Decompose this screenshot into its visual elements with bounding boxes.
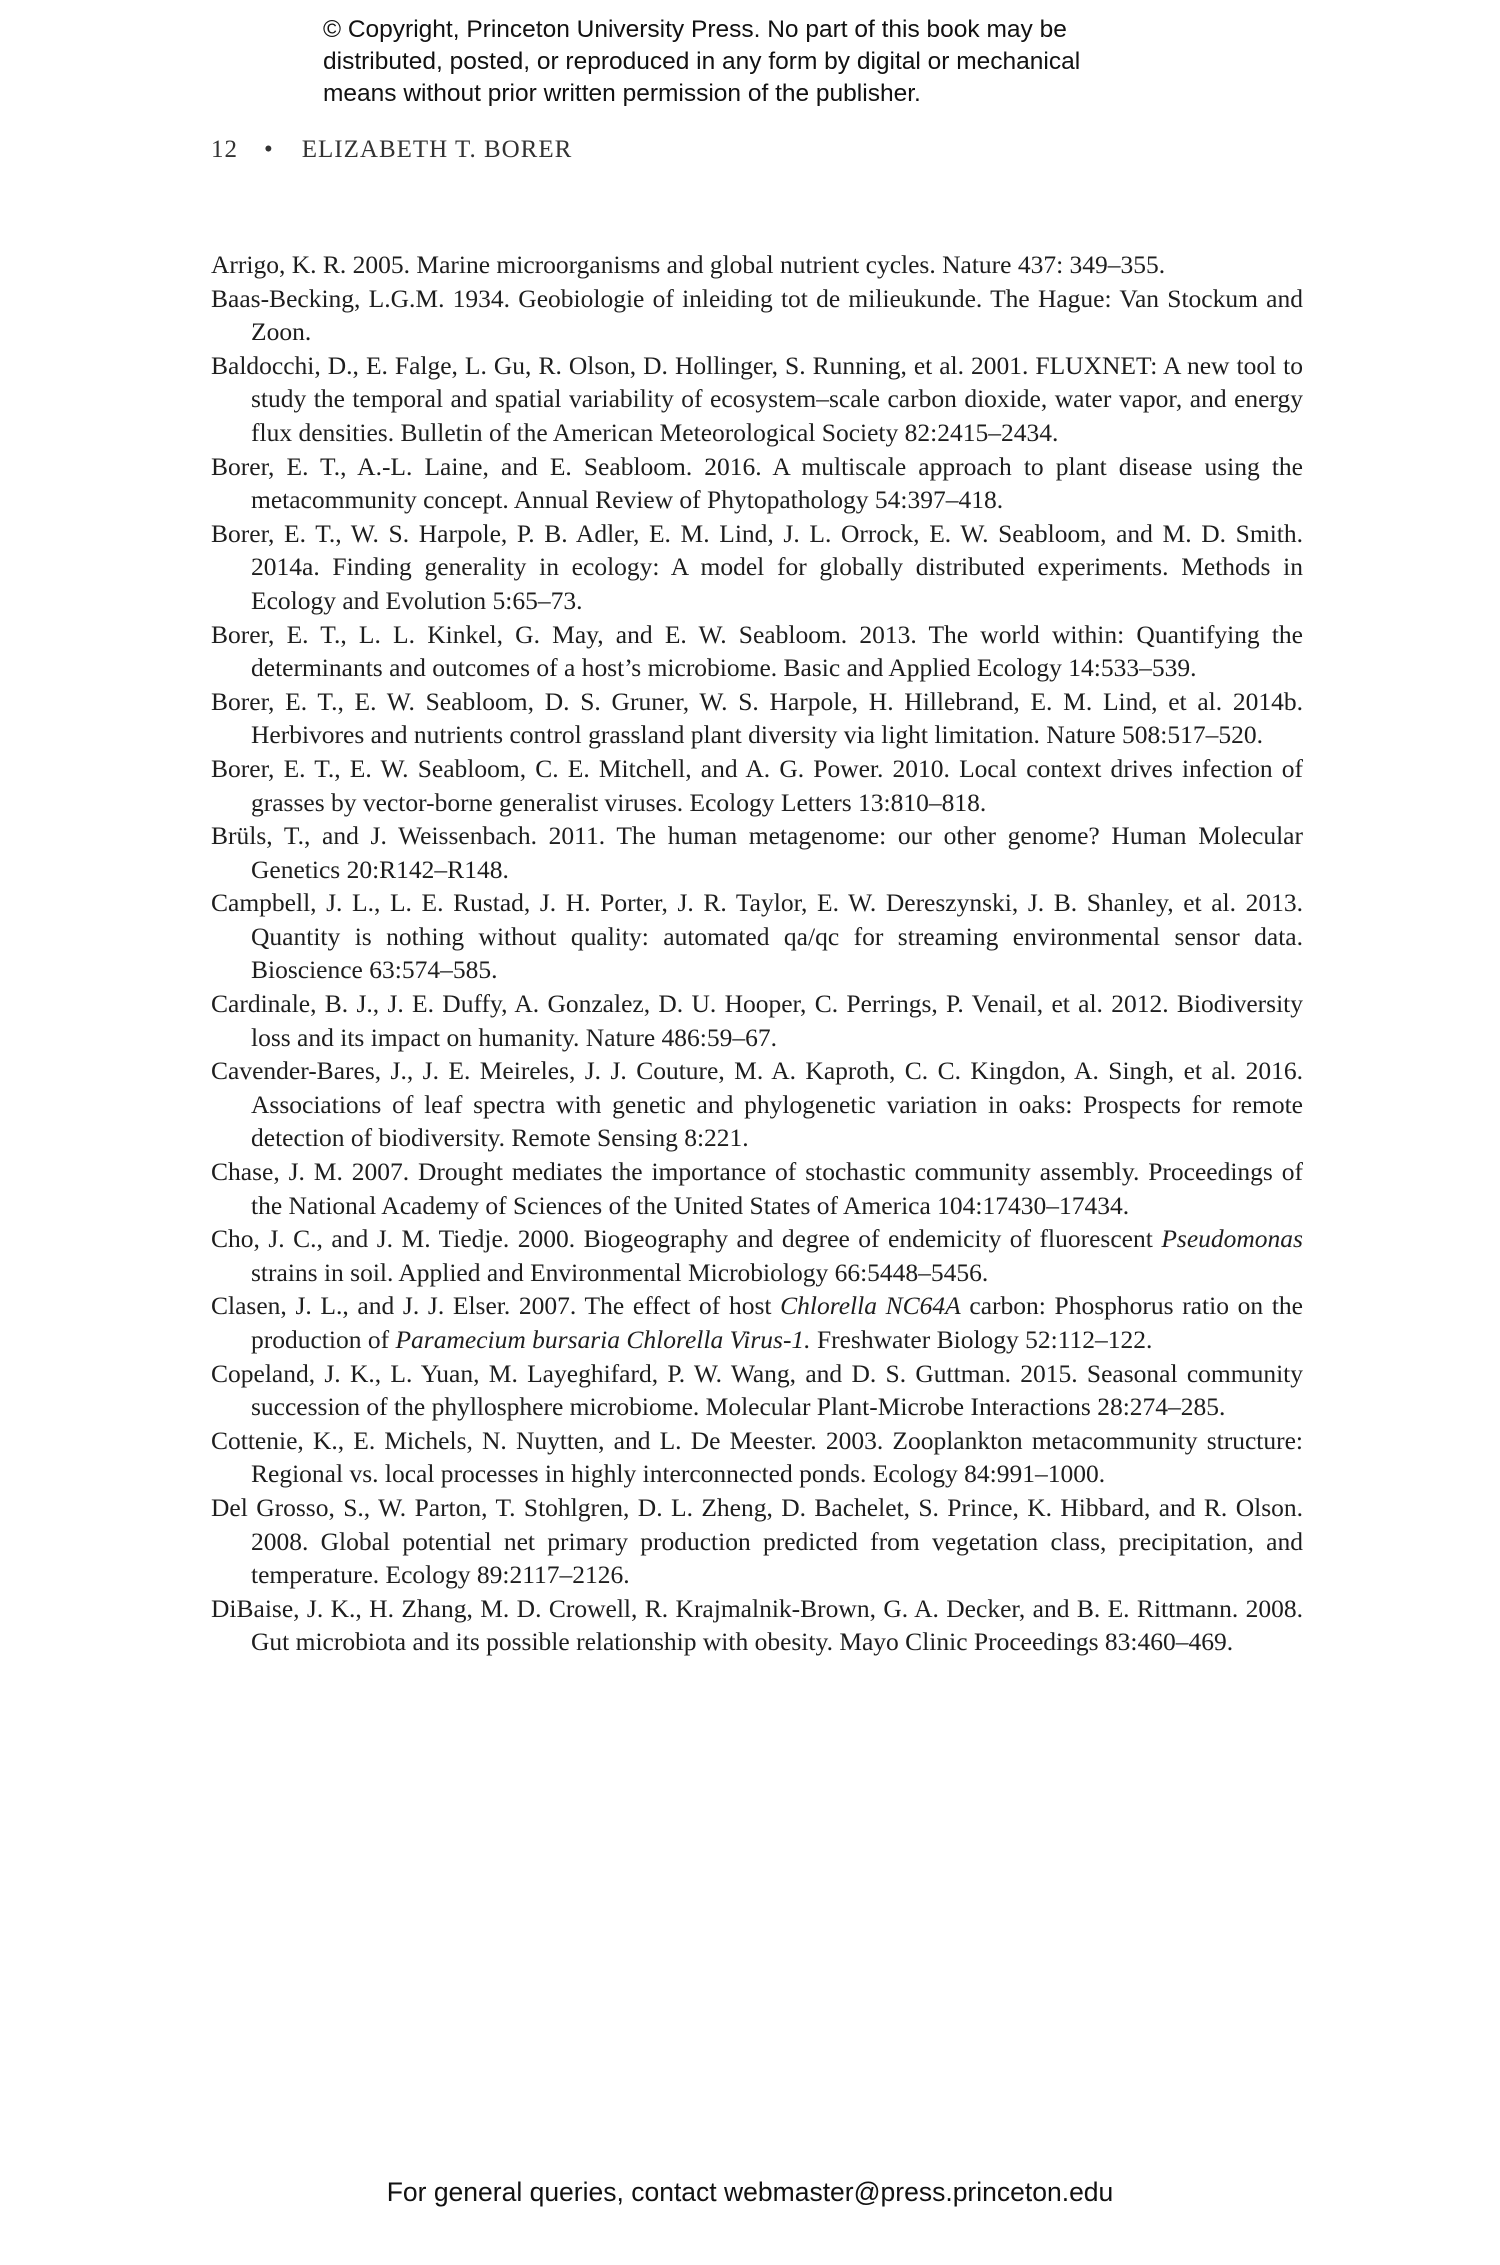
footer-contact: For general queries, contact webmaster@press.princeton.edu <box>386 2177 1114 2207</box>
copyright-line: means without prior written permission of the publisher. <box>323 80 921 107</box>
reference-text: Cho, J. C., and J. M. Tiedje. 2000. Biogeography and degree of endemicity of fluorescent <box>211 1224 1162 1254</box>
reference-entry: Chase, J. M. 2007. Drought mediates the importance of stochastic community assembly. Proceedings of the National Academy of Sciences of the United States of America 104:17430–17434. <box>211 1157 1303 1220</box>
reference-entry: Borer, E. T., E. W. Seabloom, D. S. Gruner, W. S. Harpole, H. Hillebrand, E. M. Lind, et al. 2014b. Herbivores and nutrients control grassland plant diversity via light limitation. Nature 508:517–520. <box>211 686 1303 750</box>
reference-entry: DiBaise, J. K., H. Zhang, M. D. Crowell, R. Krajmalnik-Brown, G. A. Decker, and B. E. Rittmann. 2008. Gut microbiota and its possible relationship with obesity. Mayo Clinic Proceedings 83:460–469. <box>211 1593 1303 1657</box>
copyright-notice <box>323 14 1203 110</box>
reference-entry: Baas-Becking, L.G.M. 1934. Geobiologie of inleiding tot de milieukunde. The Hague: Van Stockum and Zoon. <box>211 283 1303 347</box>
reference-entry: Cardinale, B. J., J. E. Duffy, A. Gonzalez, D. U. Hooper, C. Perrings, P. Venail, et al. 2012. Biodiversity loss and its impact on humanity. Nature 486:59–67. <box>211 989 1303 1052</box>
reference-list <box>211 248 1303 1659</box>
reference-entry <box>211 1222 1303 1289</box>
reference-entry: Del Grosso, S., W. Parton, T. Stohlgren, D. L. Zheng, D. Bachelet, S. Prince, K. Hibbard, and R. Olson. 2008. Global potential net primary production predicted from vegetation class, precipitation, and temperature. Ecology 89:2117–2126. <box>211 1492 1303 1590</box>
reference-text: Clasen, J. L., and J. J. Elser. 2007. The effect of host <box>211 1291 781 1321</box>
reference-entry: Copeland, J. K., L. Yuan, M. Layeghifard, P. W. Wang, and D. S. Guttman. 2015. Seasonal community succession of the phyllosphere microbiome. Molecular Plant-Microbe Interactions 28:274–285. <box>211 1358 1303 1422</box>
reference-entry: Borer, E. T., W. S. Harpole, P. B. Adler, E. M. Lind, J. L. Orrock, E. W. Seabloom, and M. D. Smith. 2014a. Finding generality in ecology: A model for globally distributed experiments. Methods in Ecology and Evolution 5:65–73. <box>211 518 1303 615</box>
running-head-author: ELIZABETH T. BORER <box>301 136 573 163</box>
reference-text: strains in soil. Applied and Environmental Microbiology 66:5448–5456. <box>251 1257 989 1287</box>
reference-entry: Brüls, T., and J. Weissenbach. 2011. The human metagenome: our other genome? Human Molecular Genetics 20:R142–R148. <box>211 821 1303 884</box>
reference-text: Freshwater Biology 52:112–122. <box>810 1325 1153 1354</box>
reference-entry: Cottenie, K., E. Michels, N. Nuytten, and L. De Meester. 2003. Zooplankton metacommunity structure: Regional vs. local processes in highly interconnected ponds. Ecology 84:991–1000. <box>211 1425 1303 1489</box>
page-number: 12 <box>211 136 238 163</box>
running-head <box>211 136 572 164</box>
reference-italic: Paramecium bursaria Chlorella Virus-1. <box>395 1325 811 1354</box>
reference-entry: Campbell, J. L., L. E. Rustad, J. H. Porter, J. R. Taylor, E. W. Dereszynski, J. B. Shanley, et al. 2013. Quantity is nothing without quality: automated qa/qc for streaming environmental sensor data. Bioscience 63:574–585. <box>211 888 1303 985</box>
reference-italic: Chlorella NC64A <box>780 1291 961 1321</box>
reference-entry: Borer, E. T., A.-L. Laine, and E. Seabloom. 2016. A multiscale approach to plant disease using the metacommunity concept. Annual Review of Phytopathology 54:397–418. <box>211 451 1303 515</box>
reference-text: carbon: Phosphorus ratio on the production of <box>251 1291 1303 1354</box>
reference-italic: Pseudomonas <box>1161 1224 1303 1254</box>
reference-entry: Borer, E. T., E. W. Seabloom, C. E. Mitchell, and A. G. Power. 2010. Local context drives infection of grasses by vector-borne generalist viruses. Ecology Letters 13:810–818. <box>211 753 1303 817</box>
reference-entry: Arrigo, K. R. 2005. Marine microorganisms and global nutrient cycles. Nature 437: 349–355. <box>211 250 1166 279</box>
separator-bullet: • <box>264 136 274 163</box>
reference-entry: Cavender-Bares, J., J. E. Meireles, J. J. Couture, M. A. Kaproth, C. C. Kingdon, A. Singh, et al. 2016. Associations of leaf spectra with genetic and phylogenetic variation in oaks: Prospects for remote detection of biodiversity. Remote Sensing 8:221. <box>211 1056 1303 1153</box>
copyright-line: distributed, posted, or reproduced in any form by digital or mechanical <box>323 48 1081 75</box>
reference-entry: Borer, E. T., L. L. Kinkel, G. May, and E. W. Seabloom. 2013. The world within: Quantifying the determinants and outcomes of a host’s microbiome. Basic and Applied Ecology 14:533–539. <box>211 619 1303 683</box>
copyright-line: © Copyright, Princeton University Press. No part of this book may be <box>323 16 1067 43</box>
reference-entry: Baldocchi, D., E. Falge, L. Gu, R. Olson, D. Hollinger, S. Running, et al. 2001. FLUXNET: A new tool to study the temporal and spatial variability of ecosystem–scale carbon dioxide, water vapor, and energy flux densities. Bulletin of the American Meteorological Society 82:2415–2434. <box>211 350 1303 447</box>
reference-entry <box>211 1289 1303 1356</box>
